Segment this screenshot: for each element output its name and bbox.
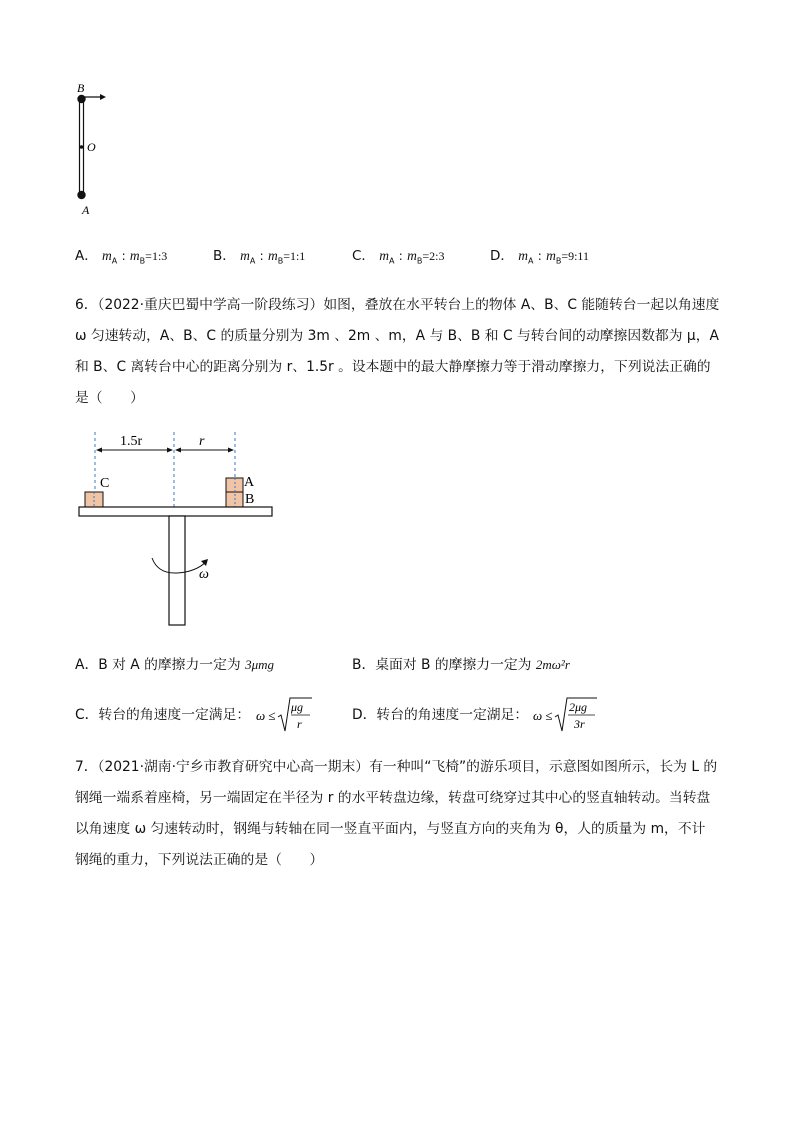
rod-figure — [70, 76, 130, 221]
q5-option-d[interactable]: D． $m_A$ : $m_B=9:11$ — [490, 248, 589, 266]
block-a — [226, 478, 243, 492]
label-omega: ω — [199, 567, 209, 582]
turntable-top — [79, 507, 272, 516]
arrowhead — [175, 448, 181, 453]
arrowhead — [228, 448, 234, 453]
pivot-o — [80, 145, 84, 149]
ball-a — [77, 191, 85, 199]
q7-line-2: 钢绳一端系着座椅，另一端固定在半径为 r 的水平转盘边缘，转盘可绕穿过其中心的竖直轴转动。当转盘 — [75, 790, 711, 806]
q5-option-b[interactable]: B． $m_A$ : $m_B=1:1$ — [213, 248, 306, 266]
arrowhead — [96, 448, 102, 453]
d-numerator: 2μg — [569, 700, 588, 714]
q7-line-1: 7．（2021·湖南·宁乡市教育研究中心高一期末）有一种叫“飞椅”的游乐项目，示意图如图所示，长为 L 的 — [75, 759, 718, 775]
label-a: A — [82, 203, 90, 217]
omega-lhs: ω ≤ — [256, 708, 276, 723]
label-b: B — [245, 492, 255, 507]
omega-lhs: ω ≤ — [533, 708, 553, 723]
q5-option-c[interactable]: C． $m_A$ : $m_B=2:3$ — [352, 248, 445, 266]
q6-option-b[interactable]: B．桌面对 B 的摩擦力一定为 2mω²r — [352, 657, 570, 673]
label-b: B — [77, 81, 85, 95]
q7-line-3: 以角速度 ω 匀速转动时，钢绳与转轴在同一竖直平面内，与竖直方向的夹角为 θ，人的质量为 m，不计 — [75, 821, 706, 837]
q6-option-d-formula — [531, 695, 599, 735]
turntable-shaft — [169, 516, 185, 625]
d-denominator: 3r — [574, 717, 585, 731]
ball-b — [77, 95, 85, 103]
turntable-figure — [74, 428, 279, 630]
q6-option-c[interactable]: C．转台的角速度一定满足： — [75, 707, 251, 723]
dist-label-right: r — [199, 434, 205, 449]
q5-option-a[interactable]: A． $m_A$ : $m_B=1:3$ — [75, 248, 168, 266]
label-c: C — [100, 476, 110, 491]
q6-option-d[interactable]: D．转台的角速度一定湖足： — [352, 707, 529, 723]
c-numerator: μg — [291, 700, 304, 714]
q7-line-4: 钢绳的重力，下列说法正确的是（ ） — [75, 852, 324, 868]
label-o: O — [87, 140, 96, 154]
q6-line-3: 和 B、C 离转台中心的距离分别为 r、1.5r 。设本题中的最大静摩擦力等于滑动摩擦力，下列说法正确的 — [75, 359, 711, 375]
q6-line-4: 是（ ） — [75, 390, 144, 406]
arrowhead — [167, 448, 173, 453]
q6-line-1: 6．（2022·重庆巴蜀中学高一阶段练习）如图，叠放在水平转台上的物体 A、B、C 能随转台一起以角速度 — [75, 297, 720, 313]
dist-label-left: 1.5r — [120, 434, 143, 449]
q6-line-2: ω 匀速转动，A、B、C 的质量分别为 3m 、2m 、m，A 与 B、B 和 C 与转台间的动摩擦因数都为 μ，A — [75, 328, 719, 344]
velocity-arrow-head — [100, 94, 106, 100]
c-denominator: r — [297, 717, 302, 731]
q6-option-a[interactable]: A．B 对 A 的摩擦力一定为 3μmg — [75, 657, 274, 673]
q6-option-c-formula — [254, 695, 314, 735]
label-a: A — [244, 475, 255, 490]
